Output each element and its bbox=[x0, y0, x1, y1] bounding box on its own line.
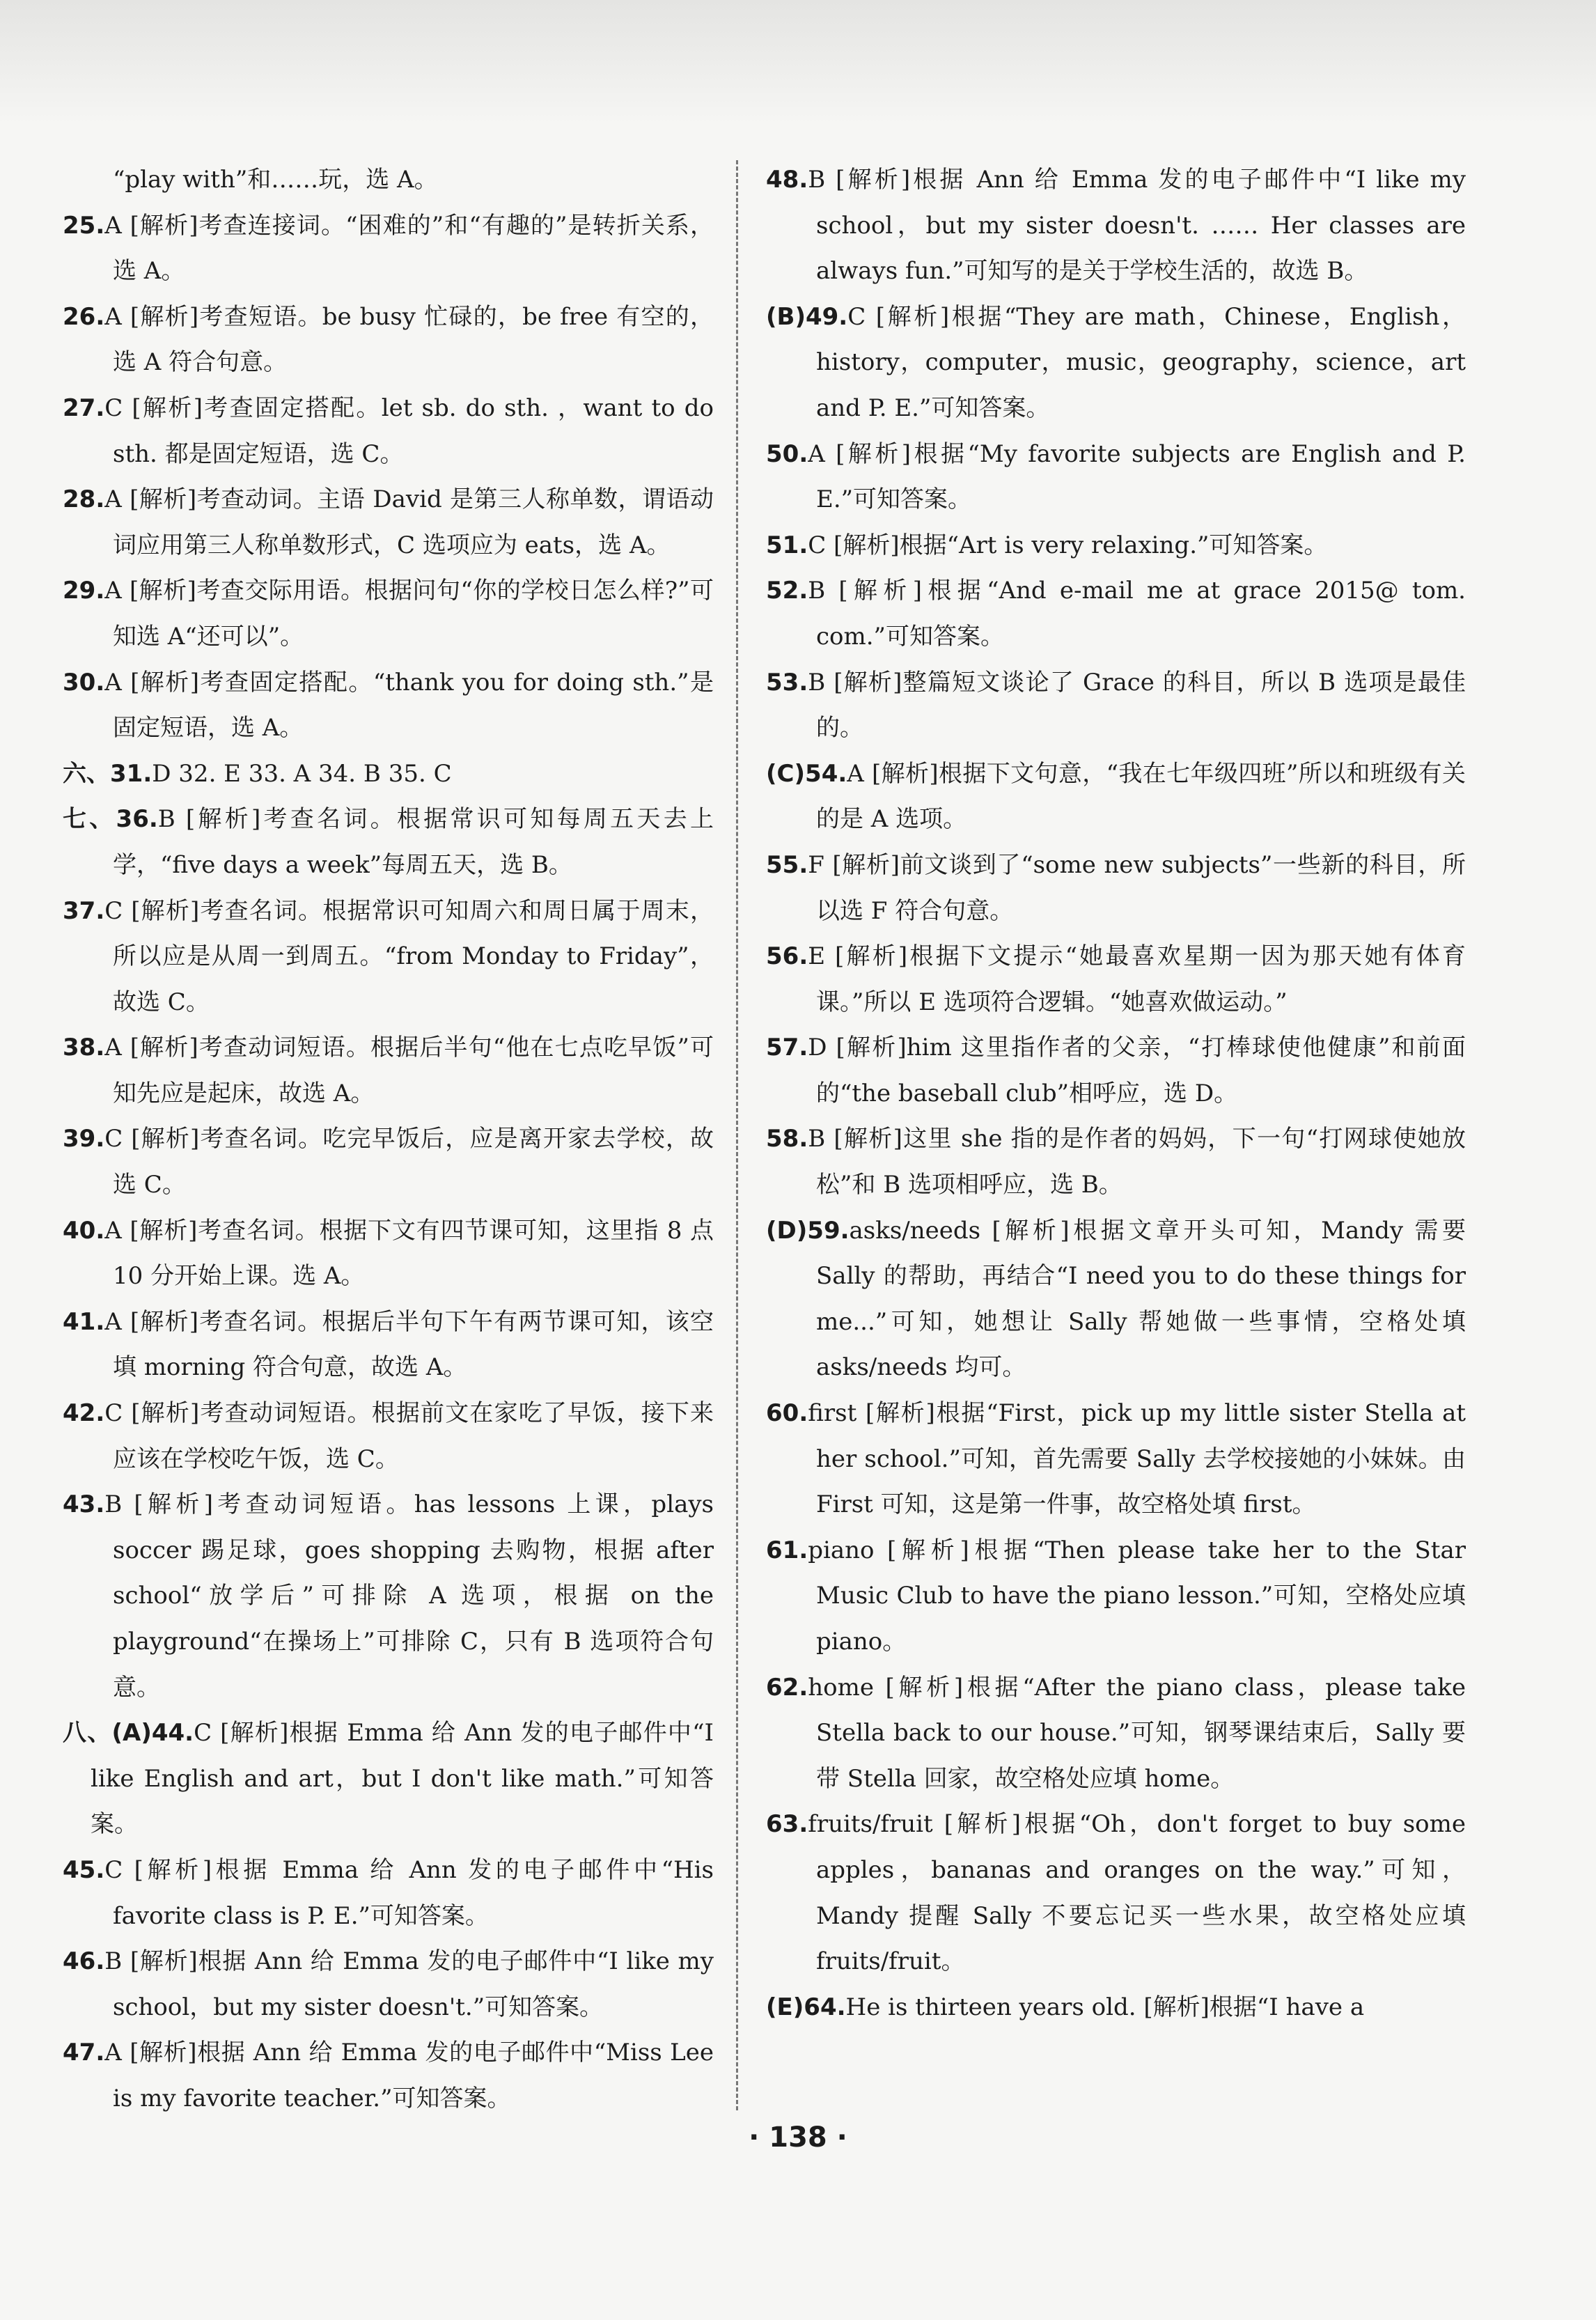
answer-45: 45.C [解析]根据 Emma 给 Ann 发的电子邮件中“His favorite class is P. E.”可知答案。 bbox=[63, 1855, 714, 1930]
answer-25: 25.A [解析]考查连接词。“困难的”和“有趣的”是转折关系，选 A。 bbox=[63, 211, 714, 286]
answer-37: 37.C [解析]考查名词。根据常识可知周六和周日属于周末，所以应是从周一到周五。“from Monday to Friday”，故选 C。 bbox=[63, 896, 714, 1016]
answer-57: 57.D [解析]him 这里指作者的父亲，“打棒球使他健康”和前面的“the baseball club”相呼应，选 D。 bbox=[766, 1034, 1466, 1107]
right-column bbox=[766, 157, 1466, 2030]
answer-27: 27.C [解析]考查固定搭配。let sb. do sth. ，want to do sth. 都是固定短语，选 C。 bbox=[63, 394, 714, 468]
answer-60: 60.first [解析]根据“First，pick up my little sister Stella at her school.”可知，首先需要 Sally 去学校接她的小妹妹。由 First 可知，这是第一件事，故空格处填 first。 bbox=[766, 1399, 1466, 1519]
answer-63: 63.fruits/fruit [解析]根据“Oh，don't forget to buy some apples，bananas and oranges on the way.”可知，Mandy 提醒 Sally 不要忘记买一些水果，故空格处应填 fruits/fruit。 bbox=[766, 1810, 1466, 1976]
answer-28: 28.A [解析]考查动词。主语 David 是第三人称单数，谓语动词应用第三人称单数形式，C 选项应为 eats，选 A。 bbox=[63, 485, 714, 559]
answer-26: 26.A [解析]考查短语。be busy 忙碌的，be free 有空的，选 A 符合句意。 bbox=[63, 302, 714, 377]
page-number: · 138 · bbox=[749, 2122, 847, 2154]
section-6-answers: 六、31.D 32. E 33. A 34. B 35. C bbox=[63, 759, 452, 788]
answer-46: 46.B [解析]根据 Ann 给 Emma 发的电子邮件中“I like my school，but my sister doesn't.”可知答案。 bbox=[63, 1947, 714, 2021]
answer-50: 50.A [解析]根据“My favorite subjects are English and P. E.”可知答案。 bbox=[766, 439, 1466, 514]
answer-55: 55.F [解析]前文谈到了“some new subjects”一些新的科目，所以选 F 符合句意。 bbox=[766, 850, 1466, 925]
answer-29: 29.A [解析]考查交际用语。根据问句“你的学校日怎么样?”可知选 A“还可以”。 bbox=[63, 577, 714, 651]
column-divider bbox=[736, 160, 738, 2110]
answer-38: 38.A [解析]考查动词短语。根据后半句“他在七点吃早饭”可知先应是起床，故选 A。 bbox=[63, 1034, 714, 1107]
answer-59: (D)59.asks/needs [解析]根据文章开头可知，Mandy 需要 Sally 的帮助，再结合“I need you to do these things for me...”可知，她想让 Sally 帮她做一些事情，空格处填 asks/needs 均可。 bbox=[766, 1216, 1466, 1382]
answer-42: 42.C [解析]考查动词短语。根据前文在家吃了早饭，接下来应该在学校吃午饭，选 C。 bbox=[63, 1399, 714, 1473]
answer-40: 40.A [解析]考查名词。根据下文有四节课可知，这里指 8 点 10 分开始上课。选 A。 bbox=[63, 1216, 714, 1291]
answer-47: 47.A [解析]根据 Ann 给 Emma 发的电子邮件中“Miss Lee is my favorite teacher.”可知答案。 bbox=[63, 2039, 714, 2112]
answer-56: 56.E [解析]根据下文提示“她最喜欢星期一因为那天她有体育课。”所以 E 选项符合逻辑。“她喜欢做运动。” bbox=[766, 942, 1466, 1016]
scan-shadow bbox=[0, 0, 1596, 125]
answer-49: (B)49.C [解析]根据“They are math，Chinese，English，history，computer，music，geography，science，art and P. E.”可知答案。 bbox=[766, 302, 1466, 422]
answer-61: 61.piano [解析]根据“Then please take her to the Star Music Club to have the piano lesson.”可知，空格处应填 piano。 bbox=[766, 1536, 1466, 1656]
answer-53: 53.B [解析]整篇短文谈论了 Grace 的科目，所以 B 选项是最佳的。 bbox=[766, 668, 1466, 742]
answer-continuation: “play with”和……玩，选 A。 bbox=[113, 166, 438, 194]
answer-54: (C)54.A [解析]根据下文句意，“我在七年级四班”所以和班级有关的是 A 选项。 bbox=[766, 759, 1466, 834]
answer-62: 62.home [解析]根据“After the piano class，please take Stella back to our house.”可知，钢琴课结束后，Sally 要带 Stella 回家，故空格处应填 home。 bbox=[766, 1673, 1466, 1793]
answer-41: 41.A [解析]考查名词。根据后半句下午有两节课可知，该空填 morning 符合句意，故选 A。 bbox=[63, 1307, 714, 1382]
answer-48: 48.B [解析]根据 Ann 给 Emma 发的电子邮件中“I like my school，but my sister doesn't. …… Her classes are always fun.”可知写的是关于学校生活的，故选 B。 bbox=[766, 166, 1466, 286]
answer-30: 30.A [解析]考查固定搭配。“thank you for doing sth.”是固定短语，选 A。 bbox=[63, 668, 714, 742]
answer-64: (E)64.He is thirteen years old. [解析]根据“I have a bbox=[766, 1993, 1365, 2021]
answer-52: 52.B [解析]根据“And e-mail me at grace 2015@ tom. com.”可知答案。 bbox=[766, 577, 1466, 651]
answer-43: 43.B [解析]考查动词短语。has lessons 上课，plays soccer 踢足球，goes shopping 去购物，根据 after school“放学后”可排除 A 选项，根据 on the playground“在操场上”可排除 C，只有 B 选项符合句意。 bbox=[63, 1490, 714, 1702]
answer-36: 七、36.B [解析]考查名词。根据常识可知每周五天去上学，“five days a week”每周五天，选 B。 bbox=[63, 805, 714, 879]
answer-39: 39.C [解析]考查名词。吃完早饭后，应是离开家去学校，故选 C。 bbox=[63, 1125, 714, 1199]
answer-58: 58.B [解析]这里 she 指的是作者的妈妈，下一句“打网球使她放松”和 B 选项相呼应，选 B。 bbox=[766, 1125, 1466, 1199]
answer-44: 八、(A)44.C [解析]根据 Emma 给 Ann 发的电子邮件中“I like English and art，but I don't like math.”可知答案。 bbox=[63, 1719, 714, 1839]
left-column bbox=[63, 157, 714, 2122]
answer-51: 51.C [解析]根据“Art is very relaxing.”可知答案。 bbox=[766, 531, 1328, 559]
